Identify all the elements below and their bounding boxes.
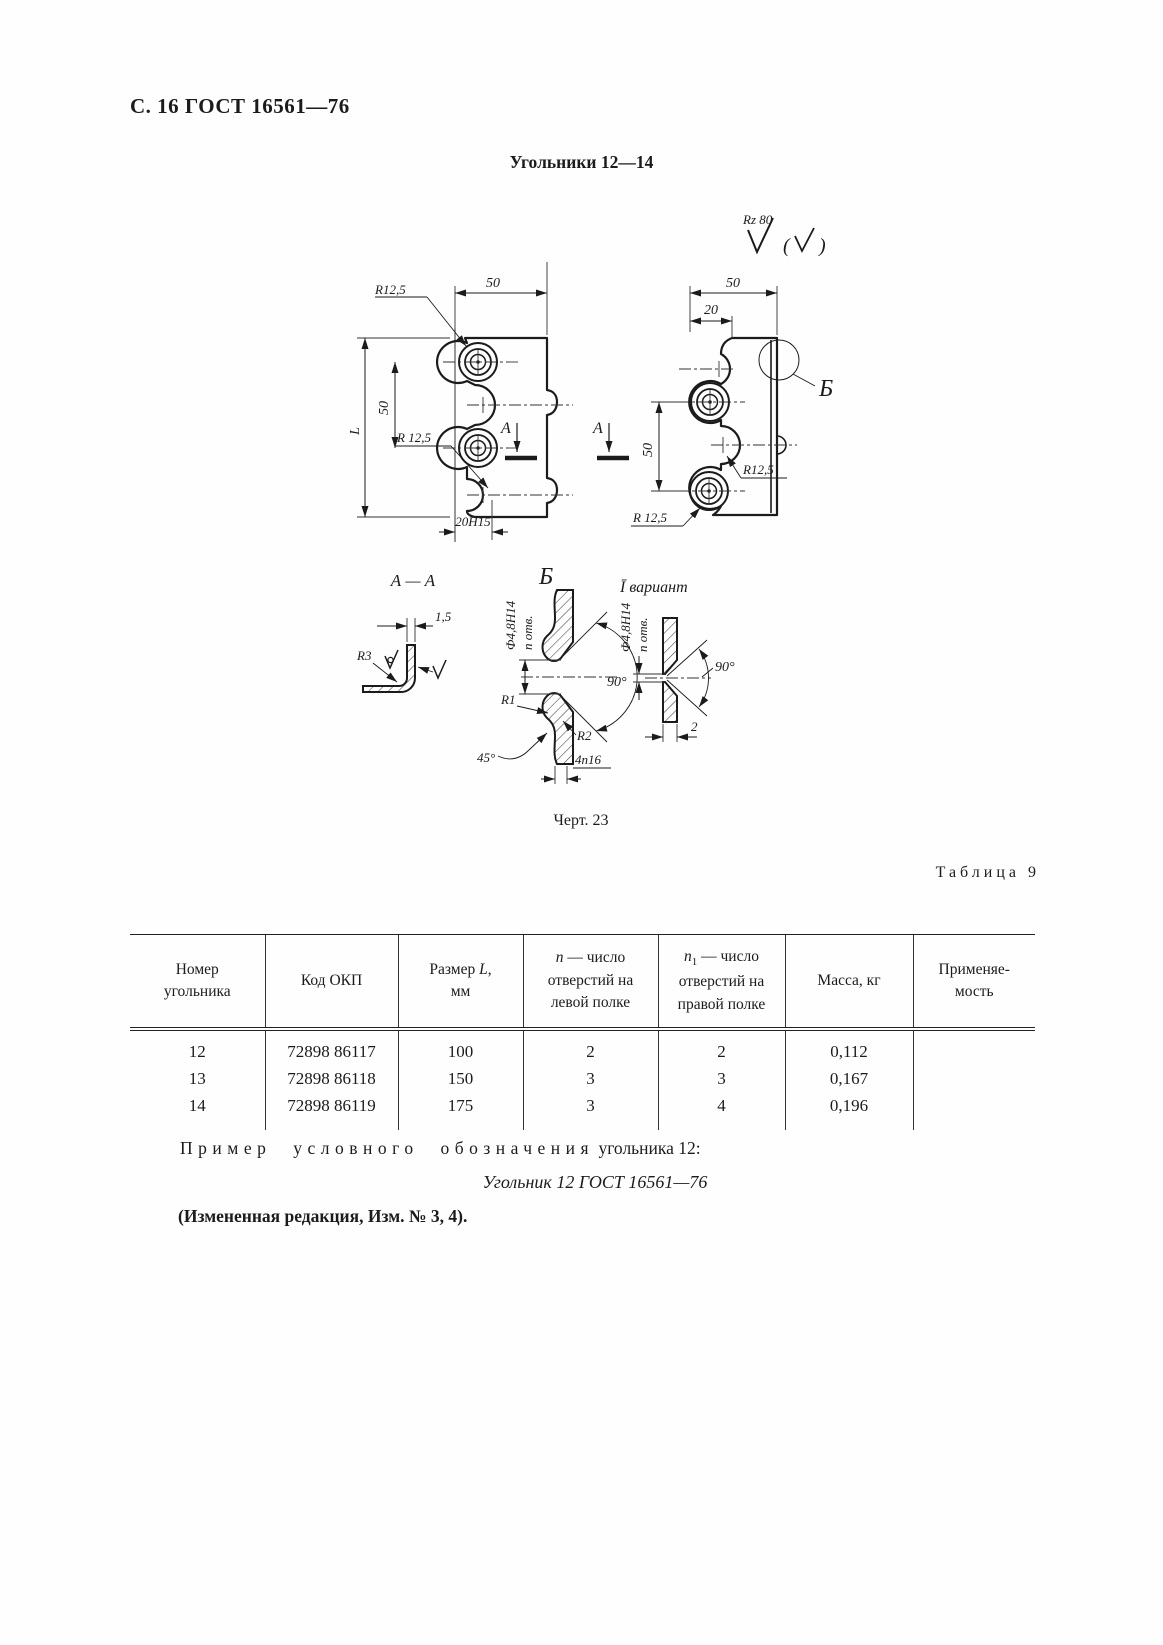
detail-b-hole-dia: Ф4,8Н14 <box>503 600 518 650</box>
section-letter: А <box>501 420 511 437</box>
detail-b-holes-note: п отв. <box>520 615 535 650</box>
roughness-check-outer-icon <box>418 660 446 678</box>
variant-view <box>618 579 735 742</box>
detail-b-angle: 90° <box>607 675 627 690</box>
cell-number: 12 <box>188 1042 206 1061</box>
detail-b-view <box>477 564 637 784</box>
example-rest-text: угольника 12: <box>598 1138 701 1158</box>
cell-n-left: 3 <box>523 1066 658 1093</box>
detail-b-chamfer: 45° <box>477 750 496 765</box>
right-radius-mid: R12,5 <box>743 462 774 477</box>
section-aa-title: А — А <box>390 571 436 590</box>
cell-okp: 72898 86117 <box>265 1029 398 1066</box>
roughness-check-inner-icon <box>385 650 398 668</box>
roughness-mark <box>742 212 826 257</box>
cell-application <box>913 1029 1035 1066</box>
table-row <box>130 1093 1035 1130</box>
cell-n-right: 3 <box>658 1066 785 1093</box>
detail-b-radius-2: R2 <box>577 728 592 743</box>
right-radius-bottom: R 12,5 <box>633 510 667 525</box>
variant-hole-dia: Ф4,8Н14 <box>618 602 633 652</box>
col-header-application: Применяе- мость <box>913 935 1035 1030</box>
variant-section-top <box>663 618 677 674</box>
cell-mass: 0,196 <box>785 1093 913 1130</box>
cell-n-left: 3 <box>523 1093 658 1130</box>
section-thickness-dim: 1,5 <box>435 609 452 624</box>
cell-size: 175 <box>398 1093 523 1130</box>
left-view <box>348 262 629 542</box>
table-row <box>130 1066 1035 1093</box>
cell-application <box>913 1093 1035 1130</box>
section-a-marker-1 <box>500 420 537 458</box>
cell-size: 150 <box>398 1066 523 1093</box>
col-header-n-right: $n_1$ — число отверстий на правой полке <box>658 935 785 1030</box>
cell-n-right: 4 <box>658 1093 785 1130</box>
data-table <box>130 934 1035 1130</box>
cell-okp: 72898 86118 <box>265 1066 398 1093</box>
cell-n-right: 2 <box>658 1029 785 1066</box>
page-header: С. 16 ГОСТ 16561—76 <box>130 94 350 118</box>
col-header-n-left: n — число отверстий на левой полке <box>523 935 658 1030</box>
col-header-mass: Масса, кг <box>785 935 913 1030</box>
section-aa-view <box>356 571 452 692</box>
col-header-number: Номер угольника <box>130 935 265 1030</box>
detail-b-radius-1: R1 <box>501 692 516 707</box>
cell-number: 14 <box>188 1095 206 1115</box>
example-spaced-text: Пример условного обозначения <box>180 1138 595 1158</box>
revision-note: (Измененная редакция, Изм. № 3, 4). <box>178 1206 468 1226</box>
detail-b-depth-dim: 4п16 <box>575 752 601 767</box>
variant-holes-note: п отв. <box>635 617 650 652</box>
col-header-okp: Код ОКП <box>265 935 398 1030</box>
designation-example: Угольник 12 ГОСТ 16561—76 <box>482 1172 708 1192</box>
cell-mass: 0,167 <box>785 1066 913 1093</box>
cell-application <box>913 1066 1035 1093</box>
roughness-check-small-icon <box>795 228 814 251</box>
cell-size: 100 <box>398 1029 523 1066</box>
detail-b-title: Б <box>539 564 554 590</box>
cell-n-left: 2 <box>523 1029 658 1066</box>
page-title: Угольники 12—14 <box>509 152 654 172</box>
table-row <box>130 1029 1035 1066</box>
technical-drawing <box>315 190 955 850</box>
right-view <box>631 276 833 526</box>
left-length-dim: L <box>348 427 363 435</box>
cell-mass: 0,112 <box>785 1029 913 1066</box>
variant-section-bottom <box>663 682 677 722</box>
variant-thickness-dim: 2 <box>691 719 698 734</box>
left-holes-dim: 50 <box>377 401 392 415</box>
right-offset-dim: 20 <box>704 303 718 318</box>
section-a-marker-2 <box>592 420 629 458</box>
cell-number: 13 <box>188 1068 206 1088</box>
section-letter: А <box>593 420 603 437</box>
drawing-canvas <box>315 190 955 850</box>
paren-open: ( <box>783 235 790 257</box>
right-holes-dim: 50 <box>641 443 656 457</box>
left-slot-dim: 20Н15 <box>455 514 491 529</box>
section-radius: R3 <box>357 648 372 663</box>
col-header-size: Размер L, мм <box>398 935 523 1030</box>
left-radius-top: R12,5 <box>375 282 406 297</box>
right-width-dim: 50 <box>726 276 740 291</box>
left-width-dim: 50 <box>486 276 500 291</box>
table-label: Таблица 9 <box>935 864 1040 881</box>
roughness-label: Rz 80 <box>743 212 773 227</box>
paren-close: ) <box>819 235 826 257</box>
variant-title: Ī вариант <box>620 579 688 596</box>
variant-angle: 90° <box>715 660 735 675</box>
left-radius-bottom: R 12,5 <box>397 430 431 445</box>
table-header-row <box>130 935 1035 1030</box>
right-detail-letter: Б <box>819 376 834 402</box>
cell-okp: 72898 86119 <box>265 1093 398 1130</box>
designation-example-intro <box>180 1138 701 1159</box>
figure-caption: Черт. 23 <box>553 812 609 829</box>
